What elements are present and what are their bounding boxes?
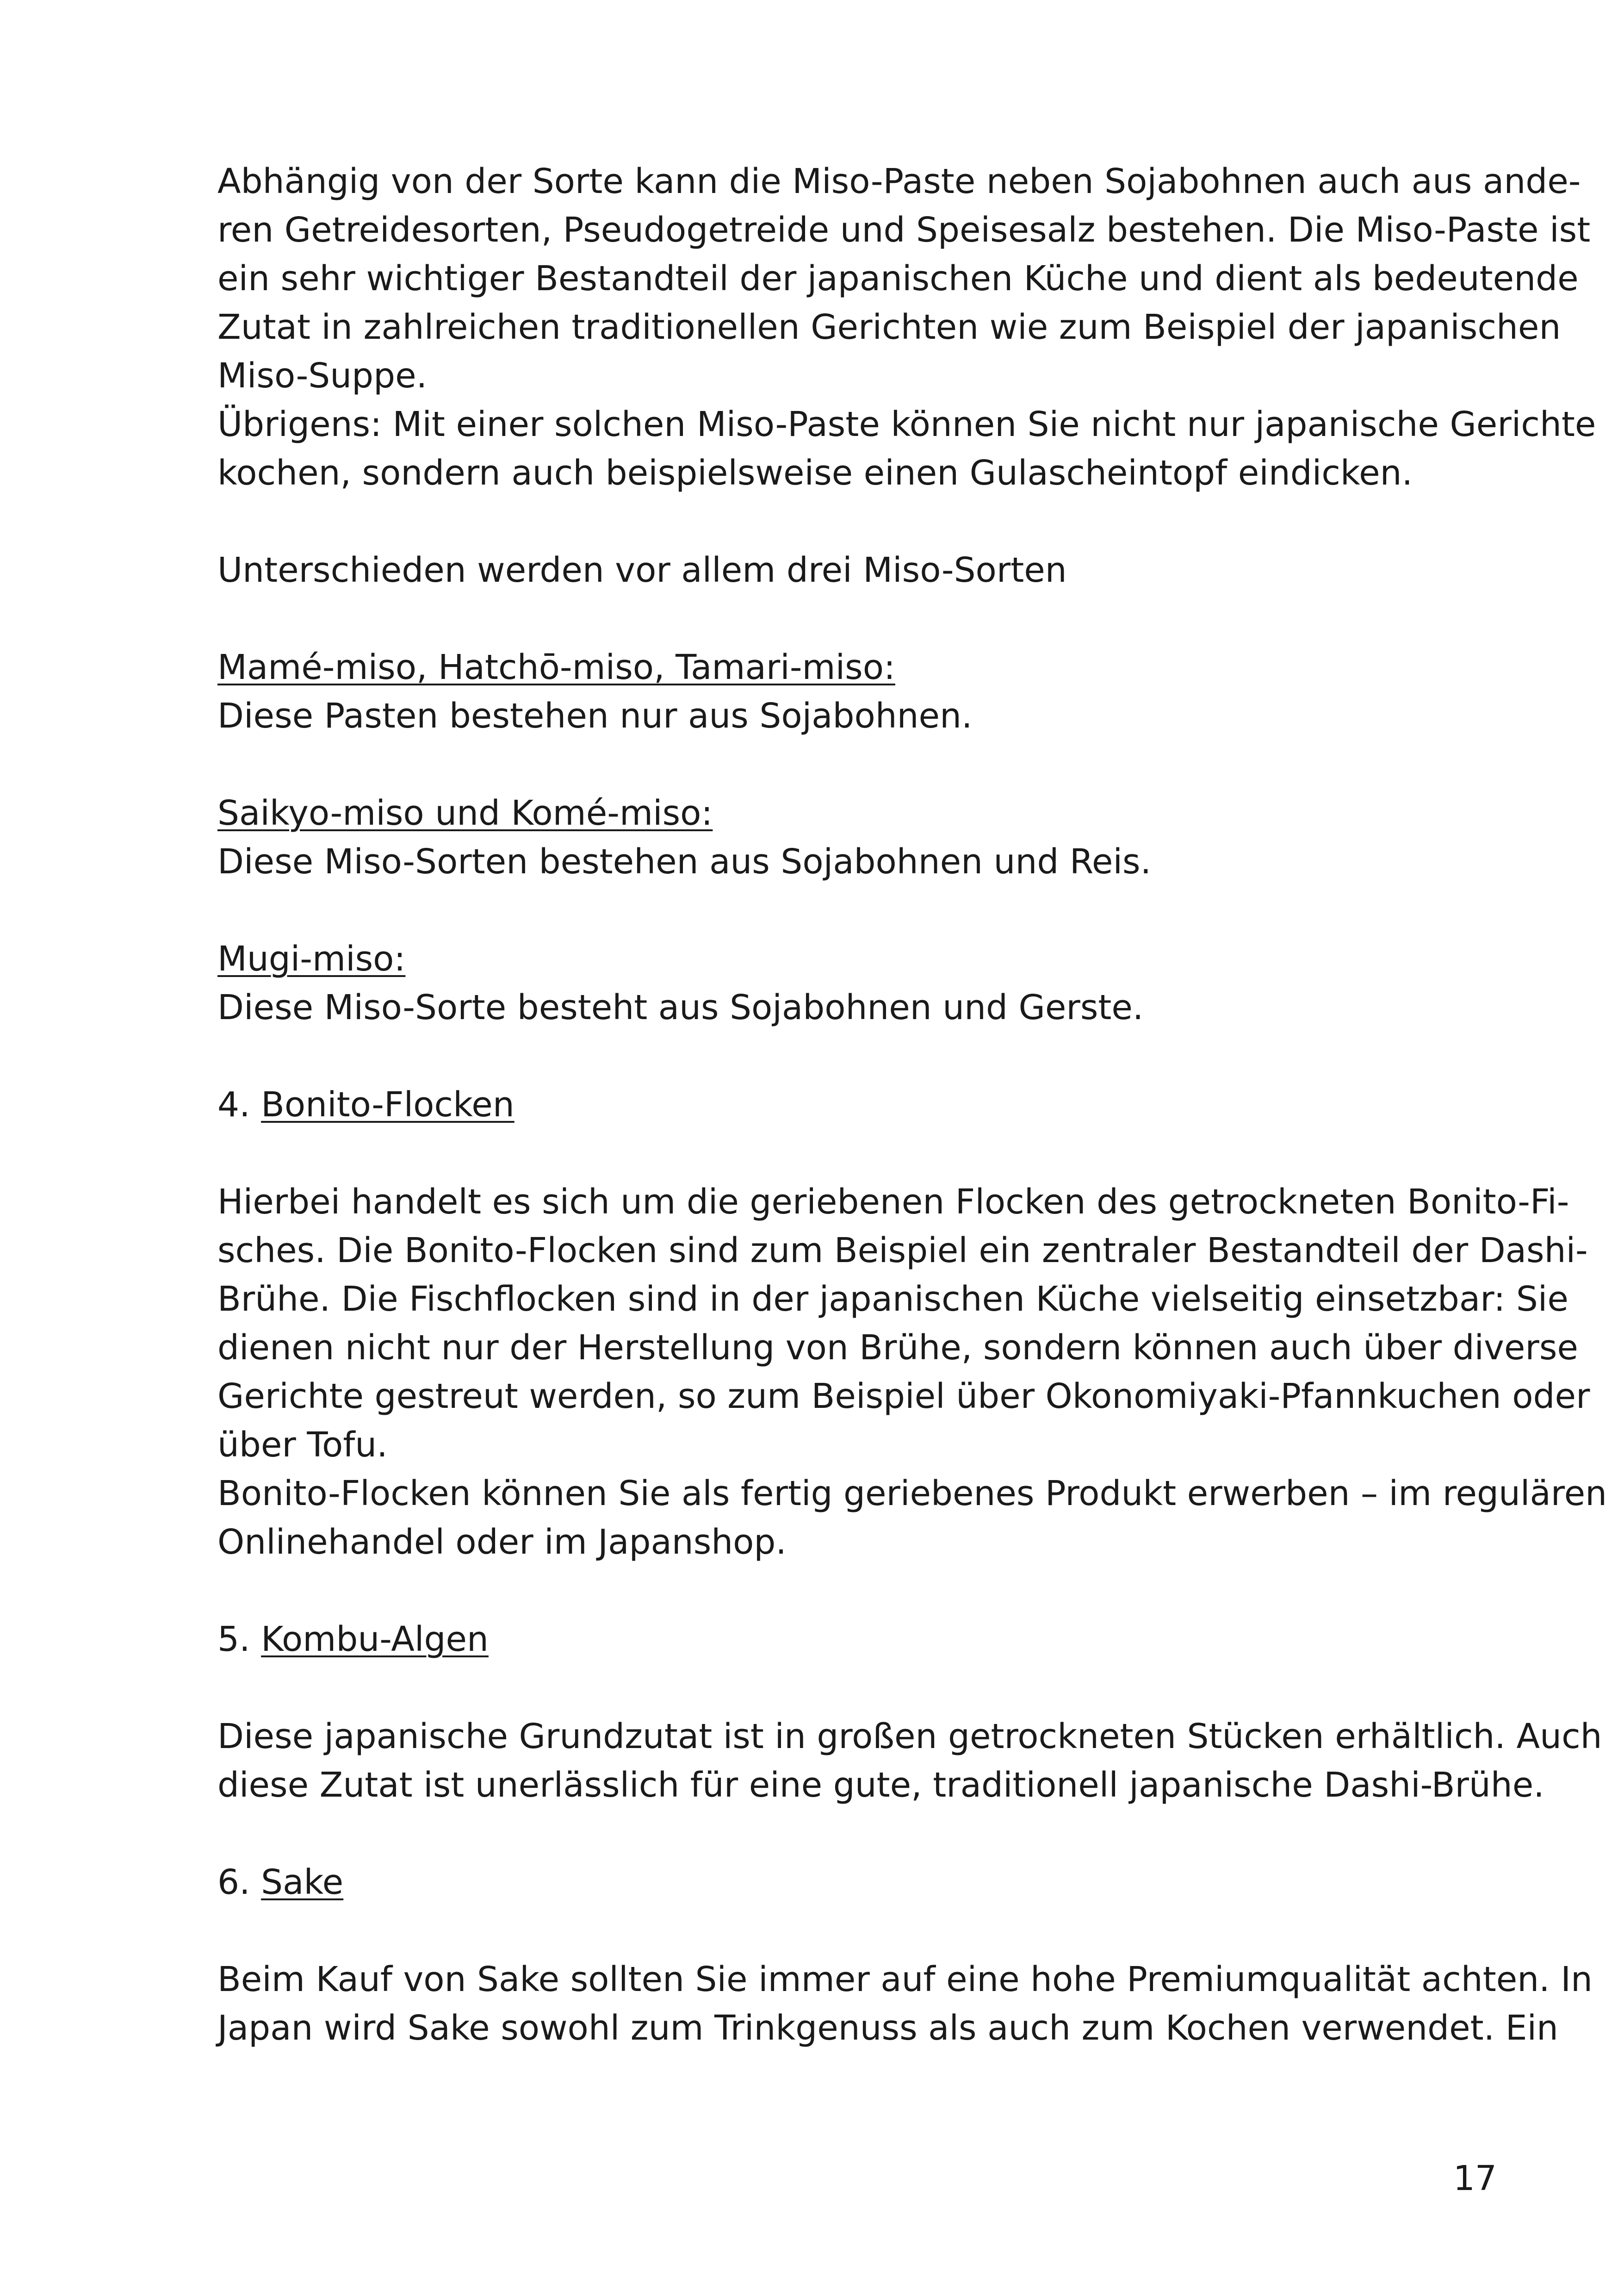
section-number: 5.: [217, 1619, 250, 1659]
text-line: Bonito-Flocken können Sie als fertig geriebenes Produkt erwerben – im regulären: [217, 1474, 1607, 1513]
text-line: dienen nicht nur der Herstellung von Brühe, sondern können auch über diverse: [217, 1328, 1578, 1368]
section-title: Sake: [261, 1862, 344, 1902]
text-line: Beim Kauf von Sake sollten Sie immer auf eine hohe Premiumqualität achten. In: [217, 1960, 1593, 1999]
text-line: Onlinehandel oder im Japanshop.: [217, 1522, 787, 1562]
text-line: Übrigens: Mit einer solchen Miso-Paste können Sie nicht nur japanische Gerichte: [217, 404, 1596, 444]
section-paragraph: [217, 1712, 1602, 1810]
miso-type-description: Diese Miso-Sorten bestehen aus Sojabohnen und Reis.: [217, 842, 1152, 882]
miso-type-name: Saikyo-miso und Komé-miso:: [217, 793, 713, 833]
text-line: kochen, sondern auch beispielsweise einen Gulascheintopf eindicken.: [217, 453, 1413, 493]
miso-type-item: [217, 789, 1497, 886]
miso-type-description: Diese Pasten bestehen nur aus Sojabohnen.: [217, 696, 973, 736]
text-line: Gerichte gestreut werden, so zum Beispiel über Okonomiyaki-Pfannkuchen oder: [217, 1376, 1590, 1416]
text-line: Abhängig von der Sorte kann die Miso-Paste neben Sojabohnen auch aus ande-: [217, 162, 1581, 201]
section-paragraph: [217, 1955, 1593, 2053]
text-line: sches. Die Bonito-Flocken sind zum Beispiel ein zentraler Bestandteil der Dashi-: [217, 1231, 1588, 1270]
miso-type-description: Diese Miso-Sorte besteht aus Sojabohnen und Gerste.: [217, 988, 1144, 1027]
text-line: ren Getreidesorten, Pseudogetreide und Speisesalz bestehen. Die Miso-Paste ist: [217, 210, 1591, 250]
section-heading: [217, 1615, 1497, 1664]
miso-type-item: [217, 643, 1497, 740]
miso-types-intro: Unterschieden werden vor allem drei Miso-Sorten: [217, 550, 1067, 590]
page-number: 17: [1453, 2159, 1497, 2198]
miso-type-item: [217, 935, 1497, 1032]
text-line: Japan wird Sake sowohl zum Trinkgenuss als auch zum Kochen verwendet. Ein: [217, 2008, 1558, 2048]
text-line: Hierbei handelt es sich um die geriebenen Flocken des getrockneten Bonito-Fi-: [217, 1182, 1569, 1222]
miso-type-name: Mugi-miso:: [217, 939, 406, 979]
section-number: 6.: [217, 1862, 250, 1902]
text-line: diese Zutat ist unerlässlich für eine gute, traditionell japanische Dashi-Brühe.: [217, 1765, 1544, 1805]
section-title: Kombu-Algen: [261, 1619, 489, 1659]
text-line: Diese japanische Grundzutat ist in großen getrockneten Stücken erhältlich. Auch: [217, 1717, 1602, 1756]
section-heading: [217, 1858, 1497, 1907]
miso-intro-paragraph: [217, 157, 1596, 498]
text-line: Zutat in zahlreichen traditionellen Gerichten wie zum Beispiel der japanischen: [217, 307, 1561, 347]
text-line: über Tofu.: [217, 1425, 388, 1465]
text-line: ein sehr wichtiger Bestandteil der japanischen Küche und dient als bedeutende: [217, 259, 1579, 299]
page-content: [217, 157, 1607, 2053]
section-heading: [217, 1081, 1497, 1129]
section-paragraph: [217, 1178, 1607, 1567]
section-number: 4.: [217, 1085, 250, 1125]
text-line: Miso-Suppe.: [217, 356, 428, 396]
section-title: Bonito-Flocken: [261, 1085, 515, 1125]
text-line: Brühe. Die Fischflocken sind in der japanischen Küche vielseitig einsetzbar: Sie: [217, 1279, 1568, 1319]
miso-type-name: Mamé-miso, Hatchō-miso, Tamari-miso:: [217, 647, 895, 687]
